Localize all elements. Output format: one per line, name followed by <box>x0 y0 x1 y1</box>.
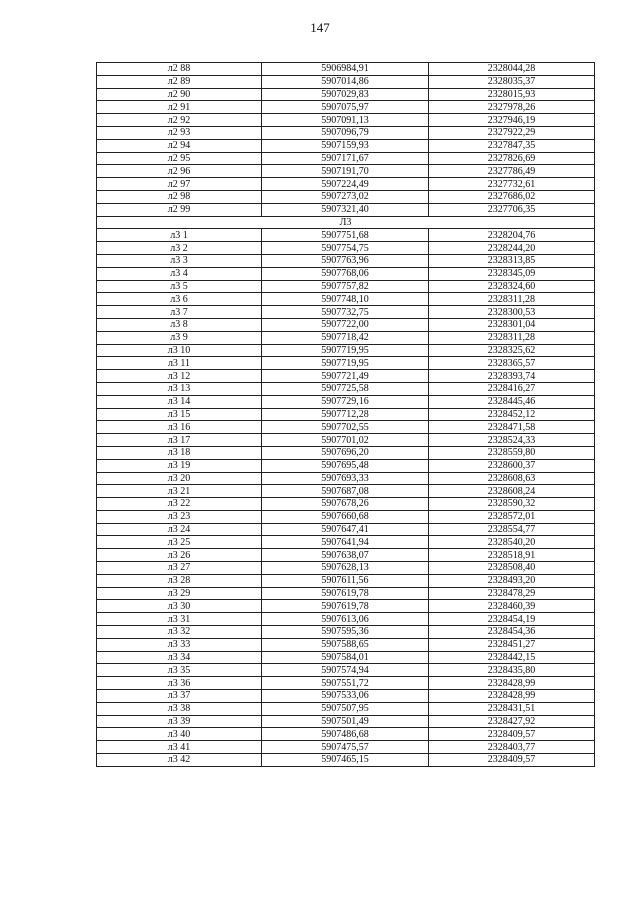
y-coordinate-cell: 2327847,35 <box>429 139 595 152</box>
point-name-cell: л3 4 <box>97 267 262 280</box>
table-row <box>97 178 595 191</box>
table-row <box>97 485 595 498</box>
table-row <box>97 421 595 434</box>
table-row <box>97 638 595 651</box>
y-coordinate-cell: 2328325,62 <box>429 344 595 357</box>
x-coordinate-cell: 5907619,78 <box>262 600 429 613</box>
x-coordinate-cell: 5907075,97 <box>262 101 429 114</box>
x-coordinate-cell: 5907638,07 <box>262 549 429 562</box>
y-coordinate-cell: 2327732,61 <box>429 178 595 191</box>
point-name-cell: л3 32 <box>97 626 262 639</box>
table-row <box>97 651 595 664</box>
table-row <box>97 446 595 459</box>
y-coordinate-cell: 2328244,20 <box>429 242 595 255</box>
table-row <box>97 229 595 242</box>
point-name-cell: л3 39 <box>97 715 262 728</box>
x-coordinate-cell: 5907611,56 <box>262 574 429 587</box>
table-row <box>97 293 595 306</box>
table-row <box>97 536 595 549</box>
x-coordinate-cell: 5907273,02 <box>262 190 429 203</box>
x-coordinate-cell: 5907613,06 <box>262 613 429 626</box>
point-name-cell: л3 31 <box>97 613 262 626</box>
table-row <box>97 690 595 703</box>
x-coordinate-cell: 5907748,10 <box>262 293 429 306</box>
y-coordinate-cell: 2328471,58 <box>429 421 595 434</box>
x-coordinate-cell: 5907191,70 <box>262 165 429 178</box>
point-name-cell: л3 11 <box>97 357 262 370</box>
y-coordinate-cell: 2328311,28 <box>429 293 595 306</box>
y-coordinate-cell: 2328204,76 <box>429 229 595 242</box>
y-coordinate-cell: 2328428,99 <box>429 690 595 703</box>
point-name-cell: л3 19 <box>97 459 262 472</box>
point-name-cell: л3 6 <box>97 293 262 306</box>
x-coordinate-cell: 5907584,01 <box>262 651 429 664</box>
table-row <box>97 677 595 690</box>
x-coordinate-cell: 5907712,28 <box>262 408 429 421</box>
table-row <box>97 75 595 88</box>
y-coordinate-cell: 2328311,28 <box>429 331 595 344</box>
x-coordinate-cell: 5907501,49 <box>262 715 429 728</box>
x-coordinate-cell: 5907702,55 <box>262 421 429 434</box>
x-coordinate-cell: 5907465,15 <box>262 754 429 767</box>
x-coordinate-cell: 5907768,06 <box>262 267 429 280</box>
table-row <box>97 357 595 370</box>
table-row <box>97 626 595 639</box>
y-coordinate-cell: 2328460,39 <box>429 600 595 613</box>
x-coordinate-cell: 5907096,79 <box>262 126 429 139</box>
point-name-cell: л3 2 <box>97 242 262 255</box>
x-coordinate-cell: 5907721,49 <box>262 370 429 383</box>
y-coordinate-cell: 2328044,28 <box>429 63 595 76</box>
point-name-cell: л3 40 <box>97 728 262 741</box>
y-coordinate-cell: 2328445,46 <box>429 395 595 408</box>
x-coordinate-cell: 5907574,94 <box>262 664 429 677</box>
table-row <box>97 664 595 677</box>
x-coordinate-cell: 5907551,72 <box>262 677 429 690</box>
x-coordinate-cell: 5907641,94 <box>262 536 429 549</box>
point-name-cell: л3 41 <box>97 741 262 754</box>
point-name-cell: л3 21 <box>97 485 262 498</box>
point-name-cell: л3 7 <box>97 306 262 319</box>
y-coordinate-cell: 2328301,04 <box>429 318 595 331</box>
x-coordinate-cell: 5907763,96 <box>262 254 429 267</box>
x-coordinate-cell: 5907171,67 <box>262 152 429 165</box>
point-name-cell: л3 10 <box>97 344 262 357</box>
point-name-cell: л3 35 <box>97 664 262 677</box>
table-row <box>97 242 595 255</box>
y-coordinate-cell: 2328416,27 <box>429 382 595 395</box>
section-title: Л3 <box>97 216 595 229</box>
point-name-cell: л3 42 <box>97 754 262 767</box>
table-row <box>97 280 595 293</box>
page-number: 147 <box>310 20 330 35</box>
x-coordinate-cell: 5907321,40 <box>262 203 429 216</box>
x-coordinate-cell: 5907687,08 <box>262 485 429 498</box>
y-coordinate-cell: 2328431,51 <box>429 702 595 715</box>
y-coordinate-cell: 2327686,02 <box>429 190 595 203</box>
coordinates-table-body <box>97 63 595 767</box>
x-coordinate-cell: 5907696,20 <box>262 446 429 459</box>
y-coordinate-cell: 2327706,35 <box>429 203 595 216</box>
table-row <box>97 306 595 319</box>
y-coordinate-cell: 2328427,92 <box>429 715 595 728</box>
x-coordinate-cell: 5907718,42 <box>262 331 429 344</box>
x-coordinate-cell: 5907729,16 <box>262 395 429 408</box>
x-coordinate-cell: 5907732,75 <box>262 306 429 319</box>
x-coordinate-cell: 5907695,48 <box>262 459 429 472</box>
table-row <box>97 165 595 178</box>
y-coordinate-cell: 2328313,85 <box>429 254 595 267</box>
point-name-cell: л2 91 <box>97 101 262 114</box>
x-coordinate-cell: 5907486,68 <box>262 728 429 741</box>
y-coordinate-cell: 2328442,15 <box>429 651 595 664</box>
y-coordinate-cell: 2328608,24 <box>429 485 595 498</box>
table-row <box>97 88 595 101</box>
x-coordinate-cell: 5906984,91 <box>262 63 429 76</box>
y-coordinate-cell: 2328035,37 <box>429 75 595 88</box>
point-name-cell: л2 97 <box>97 178 262 191</box>
table-row <box>97 267 595 280</box>
y-coordinate-cell: 2328454,36 <box>429 626 595 639</box>
y-coordinate-cell: 2328365,57 <box>429 357 595 370</box>
table-row <box>97 459 595 472</box>
point-name-cell: л2 94 <box>97 139 262 152</box>
table-row <box>97 702 595 715</box>
table-row <box>97 139 595 152</box>
point-name-cell: л2 96 <box>97 165 262 178</box>
table-row <box>97 549 595 562</box>
y-coordinate-cell: 2328452,12 <box>429 408 595 421</box>
point-name-cell: л3 5 <box>97 280 262 293</box>
point-name-cell: л3 23 <box>97 510 262 523</box>
x-coordinate-cell: 5907091,13 <box>262 114 429 127</box>
point-name-cell: л3 37 <box>97 690 262 703</box>
section-header-row <box>97 216 595 229</box>
point-name-cell: л3 28 <box>97 574 262 587</box>
y-coordinate-cell: 2328393,74 <box>429 370 595 383</box>
y-coordinate-cell: 2328590,32 <box>429 498 595 511</box>
x-coordinate-cell: 5907507,95 <box>262 702 429 715</box>
y-coordinate-cell: 2327786,49 <box>429 165 595 178</box>
x-coordinate-cell: 5907725,58 <box>262 382 429 395</box>
point-name-cell: л2 93 <box>97 126 262 139</box>
y-coordinate-cell: 2328015,93 <box>429 88 595 101</box>
table-row <box>97 190 595 203</box>
x-coordinate-cell: 5907693,33 <box>262 472 429 485</box>
point-name-cell: л2 99 <box>97 203 262 216</box>
y-coordinate-cell: 2328451,27 <box>429 638 595 651</box>
x-coordinate-cell: 5907719,95 <box>262 357 429 370</box>
table-row <box>97 472 595 485</box>
coordinates-table <box>96 62 595 767</box>
x-coordinate-cell: 5907751,68 <box>262 229 429 242</box>
point-name-cell: л3 26 <box>97 549 262 562</box>
y-coordinate-cell: 2328409,57 <box>429 754 595 767</box>
point-name-cell: л3 30 <box>97 600 262 613</box>
table-row <box>97 715 595 728</box>
y-coordinate-cell: 2328572,01 <box>429 510 595 523</box>
y-coordinate-cell: 2328493,20 <box>429 574 595 587</box>
x-coordinate-cell: 5907029,83 <box>262 88 429 101</box>
y-coordinate-cell: 2328300,53 <box>429 306 595 319</box>
point-name-cell: л3 8 <box>97 318 262 331</box>
point-name-cell: л3 33 <box>97 638 262 651</box>
table-row <box>97 370 595 383</box>
table-row <box>97 408 595 421</box>
table-row <box>97 600 595 613</box>
point-name-cell: л3 14 <box>97 395 262 408</box>
x-coordinate-cell: 5907533,06 <box>262 690 429 703</box>
y-coordinate-cell: 2328608,63 <box>429 472 595 485</box>
y-coordinate-cell: 2327922,29 <box>429 126 595 139</box>
point-name-cell: л2 90 <box>97 88 262 101</box>
table-row <box>97 498 595 511</box>
point-name-cell: л3 13 <box>97 382 262 395</box>
y-coordinate-cell: 2328324,60 <box>429 280 595 293</box>
y-coordinate-cell: 2328554,77 <box>429 523 595 536</box>
point-name-cell: л3 3 <box>97 254 262 267</box>
y-coordinate-cell: 2328540,20 <box>429 536 595 549</box>
table-row <box>97 613 595 626</box>
x-coordinate-cell: 5907014,86 <box>262 75 429 88</box>
y-coordinate-cell: 2328518,91 <box>429 549 595 562</box>
table-row <box>97 741 595 754</box>
x-coordinate-cell: 5907719,95 <box>262 344 429 357</box>
point-name-cell: л2 88 <box>97 63 262 76</box>
table-row <box>97 254 595 267</box>
x-coordinate-cell: 5907757,82 <box>262 280 429 293</box>
table-row <box>97 574 595 587</box>
x-coordinate-cell: 5907588,65 <box>262 638 429 651</box>
table-row <box>97 754 595 767</box>
point-name-cell: л3 20 <box>97 472 262 485</box>
y-coordinate-cell: 2328454,19 <box>429 613 595 626</box>
table-row <box>97 203 595 216</box>
point-name-cell: л3 16 <box>97 421 262 434</box>
x-coordinate-cell: 5907754,75 <box>262 242 429 255</box>
table-row <box>97 587 595 600</box>
point-name-cell: л3 22 <box>97 498 262 511</box>
table-row <box>97 126 595 139</box>
point-name-cell: л3 12 <box>97 370 262 383</box>
point-name-cell: л3 18 <box>97 446 262 459</box>
table-row <box>97 382 595 395</box>
y-coordinate-cell: 2327946,19 <box>429 114 595 127</box>
y-coordinate-cell: 2328435,80 <box>429 664 595 677</box>
x-coordinate-cell: 5907701,02 <box>262 434 429 447</box>
point-name-cell: л2 89 <box>97 75 262 88</box>
y-coordinate-cell: 2328508,40 <box>429 562 595 575</box>
point-name-cell: л3 27 <box>97 562 262 575</box>
x-coordinate-cell: 5907595,36 <box>262 626 429 639</box>
x-coordinate-cell: 5907619,78 <box>262 587 429 600</box>
y-coordinate-cell: 2328345,09 <box>429 267 595 280</box>
table-row <box>97 63 595 76</box>
x-coordinate-cell: 5907647,41 <box>262 523 429 536</box>
point-name-cell: л3 34 <box>97 651 262 664</box>
table-row <box>97 434 595 447</box>
y-coordinate-cell: 2328428,99 <box>429 677 595 690</box>
x-coordinate-cell: 5907678,26 <box>262 498 429 511</box>
x-coordinate-cell: 5907159,93 <box>262 139 429 152</box>
y-coordinate-cell: 2327978,26 <box>429 101 595 114</box>
x-coordinate-cell: 5907224,49 <box>262 178 429 191</box>
table-row <box>97 395 595 408</box>
x-coordinate-cell: 5907660,68 <box>262 510 429 523</box>
point-name-cell: л3 36 <box>97 677 262 690</box>
point-name-cell: л3 17 <box>97 434 262 447</box>
x-coordinate-cell: 5907722,00 <box>262 318 429 331</box>
y-coordinate-cell: 2328524,33 <box>429 434 595 447</box>
table-row <box>97 114 595 127</box>
point-name-cell: л3 24 <box>97 523 262 536</box>
table-row <box>97 562 595 575</box>
point-name-cell: л3 1 <box>97 229 262 242</box>
table-row <box>97 523 595 536</box>
y-coordinate-cell: 2327826,69 <box>429 152 595 165</box>
y-coordinate-cell: 2328600,37 <box>429 459 595 472</box>
point-name-cell: л2 92 <box>97 114 262 127</box>
table-row <box>97 728 595 741</box>
x-coordinate-cell: 5907475,57 <box>262 741 429 754</box>
y-coordinate-cell: 2328559,80 <box>429 446 595 459</box>
point-name-cell: л3 38 <box>97 702 262 715</box>
point-name-cell: л2 95 <box>97 152 262 165</box>
point-name-cell: л3 25 <box>97 536 262 549</box>
point-name-cell: л3 29 <box>97 587 262 600</box>
point-name-cell: л3 15 <box>97 408 262 421</box>
table-row <box>97 331 595 344</box>
x-coordinate-cell: 5907628,13 <box>262 562 429 575</box>
point-name-cell: л3 9 <box>97 331 262 344</box>
table-row <box>97 510 595 523</box>
table-row <box>97 318 595 331</box>
y-coordinate-cell: 2328403,77 <box>429 741 595 754</box>
table-row <box>97 101 595 114</box>
point-name-cell: л2 98 <box>97 190 262 203</box>
y-coordinate-cell: 2328409,57 <box>429 728 595 741</box>
table-row <box>97 344 595 357</box>
y-coordinate-cell: 2328478,29 <box>429 587 595 600</box>
table-row <box>97 152 595 165</box>
